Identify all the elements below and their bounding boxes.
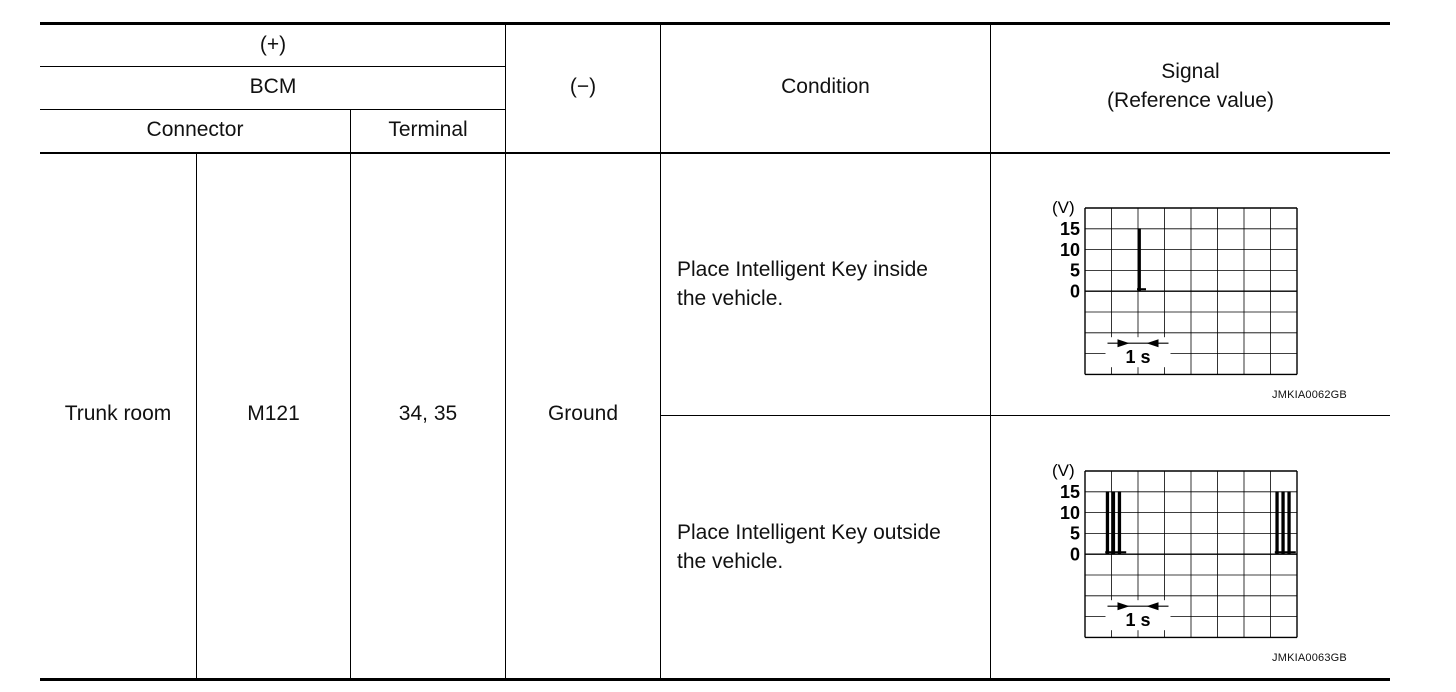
- cell-terminal: 34, 35: [398, 402, 458, 425]
- rule-under-header: [40, 152, 1390, 154]
- header-plus: (+): [259, 33, 287, 56]
- table-bottom-border: [40, 678, 1390, 681]
- condition-inside-line1: Place Intelligent Key inside: [677, 258, 928, 281]
- signal-pulse: [1276, 492, 1279, 554]
- table-top-border: [40, 22, 1390, 25]
- cell-minus: Ground: [547, 402, 619, 425]
- signal-pulse: [1112, 492, 1115, 554]
- signal-pulse: [1288, 492, 1291, 554]
- time-scale-label: 1 s: [1125, 347, 1151, 368]
- header-condition: Condition: [781, 75, 870, 98]
- cell-connector: M121: [247, 402, 300, 425]
- signal-waveform-outside: [1040, 455, 1310, 645]
- cell-location: Trunk room: [64, 402, 172, 425]
- header-signal-line2: (Reference value): [1107, 89, 1274, 112]
- rule-between-conditions: [661, 415, 1390, 416]
- scope-tick-label: 0: [1069, 281, 1080, 302]
- col-divider-plus-minus: [505, 24, 506, 679]
- signal-waveform-inside: [1040, 192, 1310, 382]
- condition-inside-line2: the vehicle.: [677, 287, 784, 310]
- header-minus: (−): [569, 75, 597, 98]
- scope-tick-label: 15: [1059, 219, 1080, 239]
- condition-outside: [677, 518, 941, 576]
- signal-pulse: [1282, 492, 1285, 554]
- time-scale-label: 1 s: [1125, 610, 1151, 631]
- condition-outside-line1: Place Intelligent Key outside: [677, 521, 941, 544]
- rule-under-bcm: [40, 109, 506, 110]
- scope-tick-label: 10: [1059, 239, 1080, 260]
- scope-unit-label: (V): [1052, 198, 1075, 217]
- scope-tick-label: 10: [1059, 502, 1080, 523]
- col-divider-minus-condition: [660, 24, 661, 679]
- scope-tick-label: 5: [1069, 523, 1080, 544]
- col-divider-connector-terminal: [350, 110, 351, 679]
- signal-pulse: [1106, 492, 1109, 554]
- header-signal-line1: Signal: [1161, 60, 1220, 83]
- figure-code-inside: JMKIA0062GB: [1272, 389, 1347, 401]
- signal-pulse: [1138, 229, 1141, 291]
- signal-pulse: [1118, 492, 1121, 554]
- condition-inside: [677, 255, 928, 313]
- scope-unit-label: (V): [1052, 461, 1075, 480]
- scope-tick-label: 15: [1059, 482, 1080, 502]
- col-divider-condition-signal: [990, 24, 991, 679]
- rule-under-plus: [40, 66, 506, 67]
- condition-outside-line2: the vehicle.: [677, 550, 784, 573]
- header-terminal: Terminal: [388, 118, 468, 141]
- scope-tick-label: 5: [1069, 260, 1080, 281]
- header-connector: Connector: [146, 118, 244, 141]
- header-bcm: BCM: [249, 75, 297, 98]
- scope-tick-label: 0: [1069, 544, 1080, 565]
- figure-code-outside: JMKIA0063GB: [1272, 652, 1347, 664]
